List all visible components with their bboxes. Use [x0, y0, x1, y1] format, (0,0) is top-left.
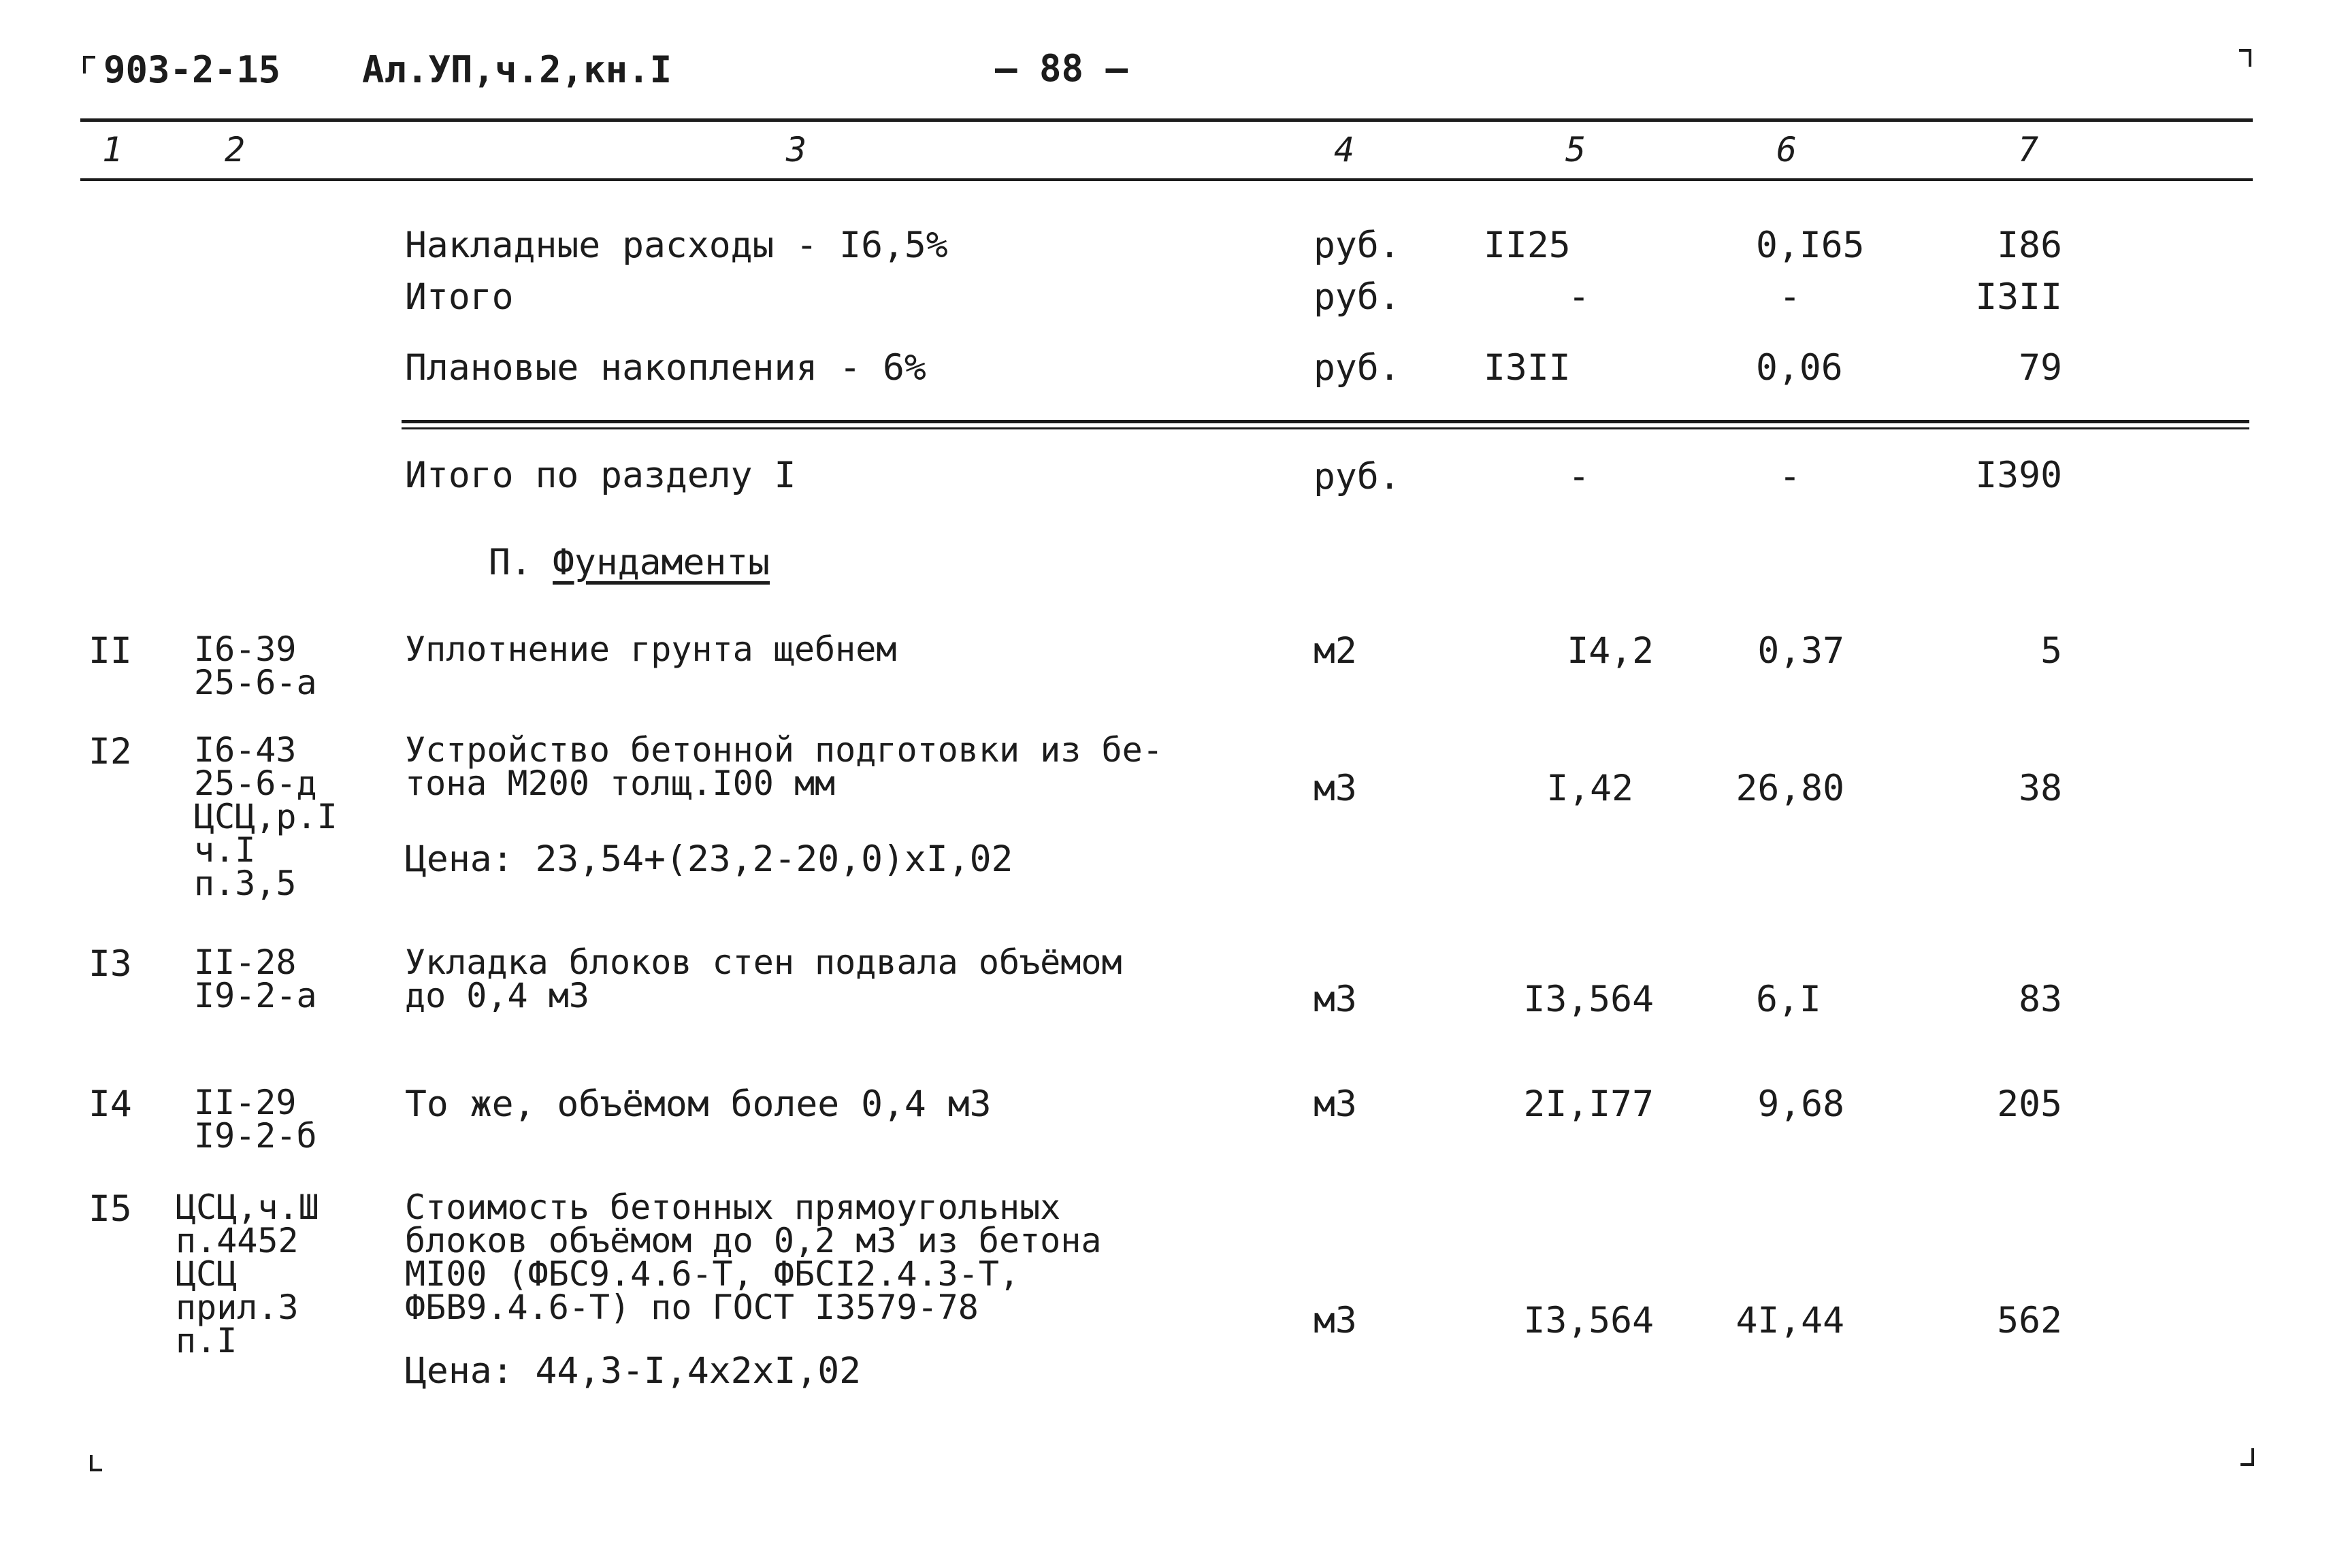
row-unit: м3	[1314, 1083, 1357, 1125]
summary-name: Плановые накопления - 6%	[405, 347, 926, 389]
column-number-3: 3	[785, 130, 807, 169]
summary-rate: 0,06	[1756, 347, 1843, 389]
summary-base: II25	[1484, 225, 1571, 266]
section-total-rate: -	[1779, 456, 1801, 497]
summary-base: I3II	[1484, 347, 1571, 389]
row-number: I5	[88, 1188, 132, 1230]
row-quantity: 2I,I77	[1523, 1083, 1654, 1125]
column-number-4: 4	[1333, 130, 1355, 169]
row-quantity: I3,564	[1523, 1300, 1654, 1341]
summary-total: 79	[2019, 347, 2062, 389]
row-name: Стоимость бетонных прямоугольных блоков объёмом до 0,2 м3 из бетона MI00 (ФБС9.4.6-Т, ФБСI2.4.3-Т, ФБВ9.4.6-Т) по ГОСТ I3579-78	[405, 1188, 1102, 1327]
summary-name: Итого	[405, 276, 514, 318]
corner-mark-top-right	[2239, 49, 2251, 67]
corner-mark-bottom-right	[2240, 1448, 2254, 1466]
section-total-rule-bottom	[402, 427, 2249, 429]
row-quantity: I3,564	[1523, 979, 1654, 1020]
section-total-rule-top	[402, 420, 2249, 423]
row-total: 38	[2019, 768, 2062, 809]
row-name: Укладка блоков стен подвала объёмом до 0,4 м3	[405, 943, 1122, 1015]
row-code: ЦСЦ,ч.Ш п.4452 ЦСЦ прил.3 п.I	[176, 1188, 319, 1360]
summary-unit: руб.	[1314, 276, 1401, 318]
row-unit: м3	[1314, 768, 1357, 809]
summary-unit: руб.	[1314, 225, 1401, 266]
row-total: 5	[2040, 630, 2062, 672]
column-number-7: 7	[2017, 130, 2039, 169]
section-total-value: I390	[1975, 455, 2062, 496]
column-number-2: 2	[224, 130, 246, 169]
summary-total: I86	[1997, 225, 2062, 266]
section-total-base: -	[1568, 456, 1590, 497]
row-total: 562	[1997, 1300, 2062, 1341]
row-price: 6,I	[1756, 979, 1821, 1020]
row-code: II-28 I9-2-а	[194, 943, 317, 1015]
summary-unit: руб.	[1314, 347, 1401, 389]
column-number-6: 6	[1776, 130, 1797, 169]
column-number-1: 1	[101, 130, 123, 169]
row-code: II-29 I9-2-б	[194, 1083, 317, 1156]
summary-rate: -	[1779, 276, 1801, 318]
row-total: 205	[1997, 1083, 2062, 1125]
corner-mark-bottom-left	[90, 1455, 102, 1471]
summary-base: -	[1568, 276, 1590, 318]
row-number: I4	[88, 1083, 132, 1125]
row-note: Цена: 44,3-I,4x2xI,02	[405, 1350, 862, 1392]
row-number: I3	[88, 943, 132, 985]
row-quantity: I4,2	[1567, 630, 1654, 672]
row-price: 26,80	[1735, 768, 1844, 809]
row-quantity: I,42	[1546, 768, 1633, 809]
row-name: То же, объёмом более 0,4 м3	[405, 1083, 992, 1125]
row-note: Цена: 23,54+(23,2-20,0)xI,02	[405, 838, 1013, 880]
album-reference: Ал.УП,ч.2,кн.I	[362, 48, 672, 91]
page-number: — 88 —	[995, 47, 1128, 90]
row-number: II	[88, 630, 132, 672]
section-numeral: П.	[489, 542, 532, 583]
section-total-unit: руб.	[1314, 456, 1401, 497]
section-title: Фундаменты	[553, 542, 770, 583]
doc-code: 903-2-15	[103, 48, 281, 91]
row-unit: м2	[1314, 630, 1357, 672]
row-unit: м3	[1314, 1300, 1357, 1341]
header-bottom-rule	[80, 178, 2253, 181]
summary-name: Накладные расходы - I6,5%	[405, 225, 948, 266]
row-code: I6-39 25-6-а	[194, 630, 317, 702]
row-code: I6-43 25-6-д ЦСЦ,р.I ч.I п.3,5	[194, 730, 338, 903]
header-top-rule	[80, 118, 2253, 122]
row-price: 0,37	[1757, 630, 1844, 672]
row-total: 83	[2019, 979, 2062, 1020]
row-name: Уплотнение грунта щебнем	[405, 630, 897, 669]
summary-rate: 0,I65	[1756, 225, 1865, 266]
row-unit: м3	[1314, 979, 1357, 1020]
corner-mark-top-left	[83, 56, 95, 74]
row-price: 9,68	[1757, 1083, 1844, 1125]
row-price: 4I,44	[1735, 1300, 1844, 1341]
row-number: I2	[88, 731, 132, 772]
column-number-5: 5	[1565, 130, 1586, 169]
section-total-name: Итого по разделу I	[405, 455, 796, 496]
summary-total: I3II	[1975, 276, 2062, 318]
row-name: Устройство бетонной подготовки из бе- тона М200 толщ.I00 мм	[405, 730, 1163, 803]
